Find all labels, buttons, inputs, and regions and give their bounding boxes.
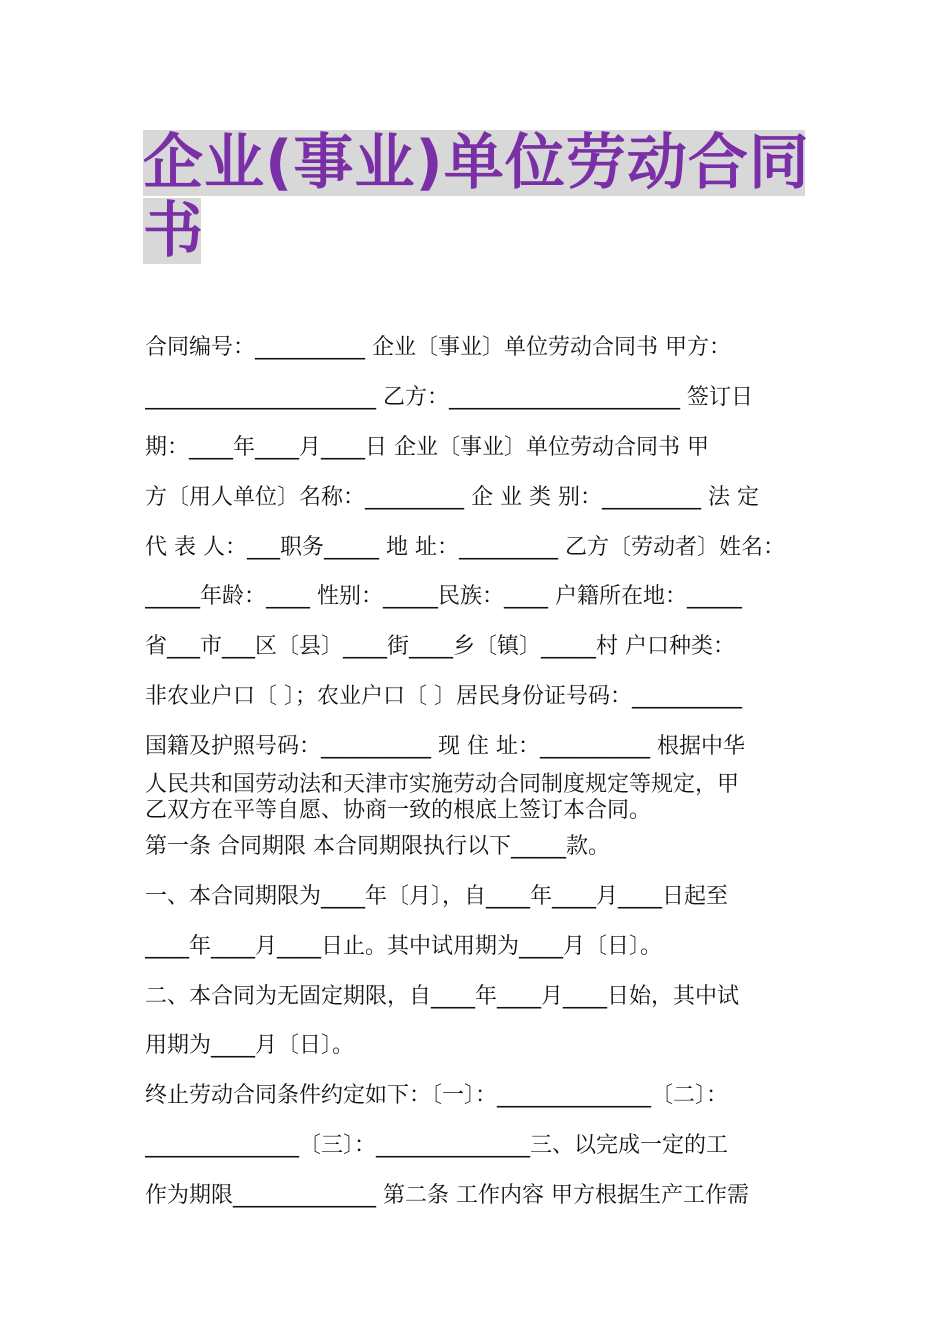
body-line: 期：____年____月____日 企业〔事业〕单位劳动合同书 甲: [145, 435, 709, 460]
body-line: 非农业户口〔 〕；农业户口〔 〕居民身份证号码：__________: [145, 684, 742, 709]
body-line: 国籍及护照号码：__________ 现 住 址：__________ 根据中华: [145, 734, 745, 759]
body-line: _____________________ 乙方：_____________________ 签订日: [145, 385, 753, 410]
body-line: 省___市___区〔县〕____街____乡〔镇〕_____村 户口种类：: [145, 634, 735, 659]
body-line: ______________〔三〕：______________三、以完成一定的工: [145, 1133, 729, 1158]
body-line: 用期为____月〔日〕。: [145, 1033, 355, 1058]
body-line: ____年____月____日止。其中试用期为____月〔日〕。: [145, 934, 663, 959]
body-line: 代 表 人：___职务_____ 地 址：_________ 乙方〔劳动者〕姓名：: [145, 535, 785, 560]
body-line: 方〔用人单位〕名称：_________ 企 业 类 别：_________ 法 定: [145, 485, 759, 510]
body-line: 一、本合同期限为____年〔月〕，自____年____月____日起至: [145, 884, 729, 909]
document-title-line-2: 书: [143, 196, 203, 266]
body-line: 作为期限_____________ 第二条 工作内容 甲方根据生产工作需: [145, 1183, 749, 1208]
body-line: 终止劳动合同条件约定如下：〔一〕：______________〔二〕：: [145, 1083, 729, 1108]
article-heading: 第一条 合同期限 本合同期限执行以下_____款。: [145, 834, 610, 859]
body-line: 合同编号：__________ 企业〔事业〕单位劳动合同书 甲方：: [145, 335, 731, 360]
body-line: 二、本合同为无固定期限，自____年____月____日始，其中试: [145, 984, 740, 1009]
body-line: _____年龄：____ 性别：_____民族：____ 户籍所在地：_____: [145, 584, 742, 609]
body-line: 乙双方在平等自愿、协商一致的根底上签订本合同。: [145, 798, 652, 823]
document-title-line-1: 企业(事业)单位劳动合同: [143, 128, 810, 198]
body-line: 人民共和国劳动法和天津市实施劳动合同制度规定等规定，甲: [145, 772, 740, 797]
